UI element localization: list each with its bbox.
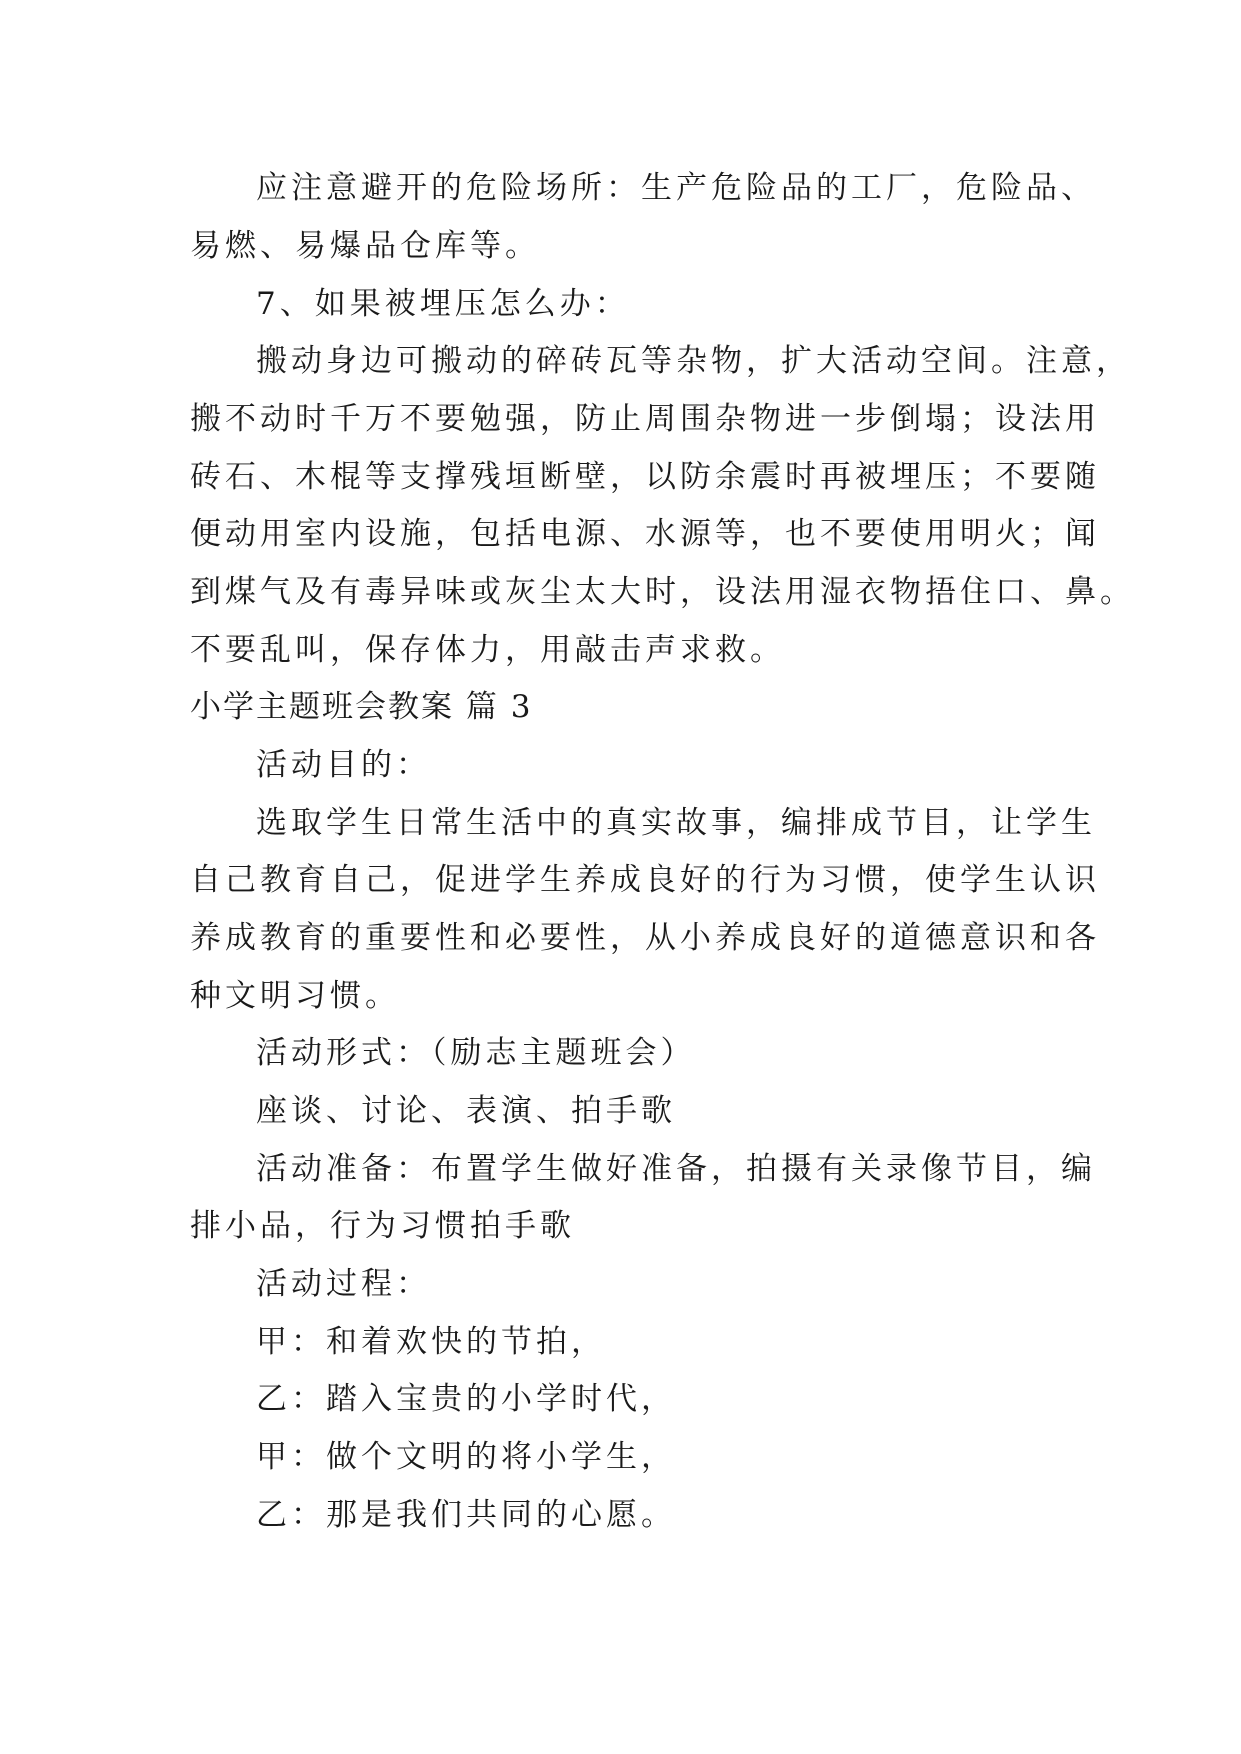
section-heading: 小学主题班会教案 篇 3 [190, 689, 533, 725]
paragraph-line: 座谈、讨论、表演、拍手歌 [256, 1093, 676, 1129]
paragraph-line: 自己教育自己，促进学生养成良好的行为习惯，使学生认识 [190, 862, 1100, 898]
paragraph-line: 甲：做个文明的将小学生， [256, 1439, 676, 1475]
paragraph-line: 到煤气及有毒异味或灰尘太大时，设法用湿衣物捂住口、鼻。 [190, 574, 1135, 610]
paragraph-line: 乙：那是我们共同的心愿。 [256, 1497, 676, 1533]
paragraph-line: 7、如果被埋压怎么办： [256, 286, 630, 322]
paragraph-line: 选取学生日常生活中的真实故事，编排成节目，让学生 [256, 805, 1096, 841]
paragraph-line: 甲：和着欢快的节拍， [256, 1324, 606, 1360]
paragraph-line: 乙：踏入宝贵的小学时代， [256, 1381, 676, 1417]
paragraph-line: 活动准备：布置学生做好准备，拍摄有关录像节目，编 [256, 1151, 1096, 1187]
paragraph-line: 种文明习惯。 [190, 978, 400, 1014]
paragraph-line: 搬动身边可搬动的碎砖瓦等杂物，扩大活动空间。注意， [256, 343, 1131, 379]
paragraph-line: 易燃、易爆品仓库等。 [190, 228, 540, 264]
paragraph-line: 活动过程： [256, 1266, 431, 1302]
paragraph-line: 活动形式：（励志主题班会） [256, 1035, 696, 1071]
paragraph-line: 便动用室内设施，包括电源、水源等，也不要使用明火；闻 [190, 516, 1100, 552]
paragraph-line: 不要乱叫，保存体力，用敲击声求救。 [190, 632, 785, 668]
paragraph-line: 排小品，行为习惯拍手歌 [190, 1208, 575, 1244]
paragraph-line: 养成教育的重要性和必要性，从小养成良好的道德意识和各 [190, 920, 1100, 956]
paragraph-line: 砖石、木棍等支撑残垣断壁，以防余震时再被埋压；不要随 [190, 459, 1100, 495]
paragraph-line: 搬不动时千万不要勉强，防止周围杂物进一步倒塌；设法用 [190, 401, 1100, 437]
paragraph-line: 应注意避开的危险场所：生产危险品的工厂，危险品、 [256, 170, 1096, 206]
paragraph-line: 活动目的： [256, 747, 431, 783]
